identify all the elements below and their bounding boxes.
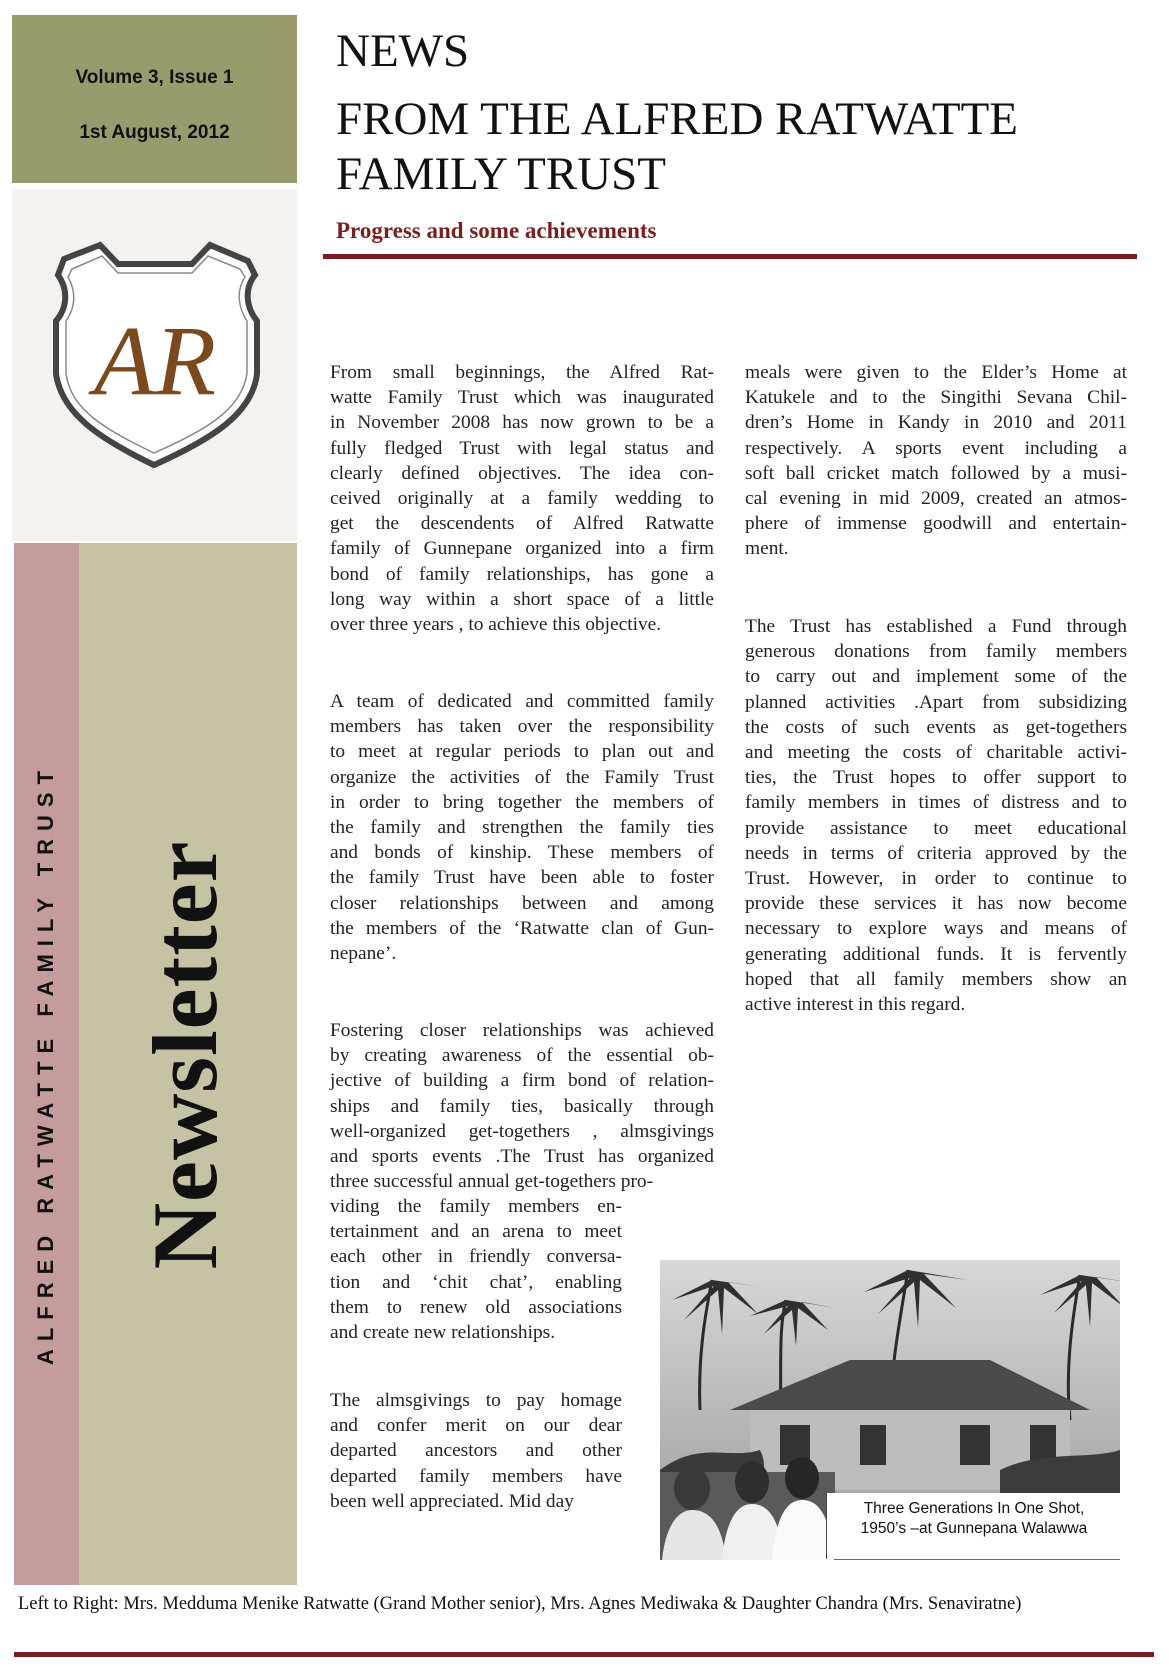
text-line: ceived originally at a family wedding to	[330, 488, 714, 510]
text-line: and confer merit on our dear	[330, 1415, 622, 1437]
text-line: and meeting the costs of charitable activi-	[745, 742, 1127, 764]
crest-shield-icon	[12, 189, 297, 541]
text-line: ties, the Trust hopes to offer support to	[745, 767, 1127, 789]
paragraph-1	[330, 360, 714, 637]
text-line: fully fledged Trust with legal status and	[330, 437, 714, 459]
paragraph-2	[330, 689, 714, 966]
text-line: needs in terms of criteria approved by the	[745, 842, 1127, 864]
text-line: family of Gunnepane organized into a firm	[330, 538, 714, 560]
text-line: respectively. A sports event including a	[745, 437, 1127, 459]
text-line: watte Family Trust which was inaugurated	[330, 387, 714, 409]
trust-name-vertical: ALFRED RATWATTE FAMILY TRUST	[33, 762, 58, 1366]
text-line: phere of immense goodwill and entertain-	[745, 513, 1127, 535]
text-line: dren’s Home in Kandy in 2010 and 2011	[745, 412, 1127, 434]
text-line: the costs of such events as get-togethers	[745, 716, 1127, 738]
text-line: Fostering closer relationships was achieved	[330, 1020, 714, 1041]
text-line: clearly defined objectives. The idea con-	[330, 462, 714, 484]
header-rule	[323, 254, 1137, 259]
photo-caption-line2: 1950’s –at Gunnepana Walawwa	[860, 1520, 1088, 1537]
paragraph-3-cont	[330, 1194, 622, 1345]
headline-line2: FROM THE ALFRED RATWATTE	[336, 93, 1018, 145]
text-line: get the descendents of Alfred Ratwatte	[330, 513, 714, 535]
text-line: departed family members have	[330, 1465, 622, 1487]
text-line: tion and ‘chit chat’, enabling	[330, 1271, 622, 1293]
text-line: necessary to explore ways and means of	[745, 918, 1127, 940]
volume-issue: Volume 3, Issue 1	[75, 67, 234, 88]
text-line: by creating awareness of the essential ob-	[330, 1045, 714, 1067]
text-line: three successful annual get-togethers pro-	[330, 1171, 654, 1193]
text-line: closer relationships between and among	[330, 892, 714, 914]
headline-line3: FAMILY TRUST	[336, 148, 666, 200]
text-line: provide assistance to meet educational	[745, 817, 1127, 839]
text-line: the members of the ‘Ratwatte clan of Gun-	[330, 917, 714, 939]
text-line: soft ball cricket match followed by a musi-	[745, 462, 1127, 484]
text-line: ment.	[745, 538, 789, 560]
paragraph-5	[745, 360, 1127, 562]
text-line: generous donations from family members	[745, 641, 1127, 663]
text-line: them to renew old associations	[330, 1296, 622, 1318]
text-line: jective of building a firm bond of relation-	[330, 1070, 714, 1092]
text-line: and create new relationships.	[330, 1322, 556, 1344]
text-line: been well appreciated. Mid day	[330, 1490, 574, 1512]
text-line: and bonds of kinship. These members of	[330, 842, 714, 864]
text-line: in November 2008 has now grown to be a	[330, 412, 714, 434]
photo-people-caption: Left to Right: Mrs. Medduma Menike Ratwatte (Grand Mother senior), Mrs. Agnes Mediwaka & Daughter Chandra (Mrs. Senaviratne)	[18, 1594, 1022, 1614]
headline-news: NEWS	[336, 25, 470, 77]
text-line: Katukele and to the Singithi Sevana Chil-	[745, 387, 1127, 409]
text-line: in order to bring together the members of	[330, 791, 714, 813]
text-line: each other in friendly conversa-	[330, 1246, 622, 1268]
text-line: long way within a short space of a little	[330, 588, 714, 610]
text-line: hoped that all family members show an	[745, 968, 1127, 990]
newsletter-title-vertical: Newsletter	[134, 840, 236, 1270]
text-line: viding the family members en-	[330, 1196, 622, 1217]
text-line: to meet at regular periods to plan out and	[330, 741, 714, 763]
text-line: nepane’.	[330, 943, 397, 965]
text-line: generating additional funds. It is fervently	[745, 943, 1127, 965]
text-line: the family and strengthen the family ties	[330, 817, 714, 839]
paragraph-3	[330, 1018, 714, 1194]
text-line: Trust. However, in order to continue to	[745, 868, 1127, 890]
crest-monogram: AR	[93, 305, 217, 416]
text-line: bond of family relationships, has gone a	[330, 563, 714, 585]
text-line: family members in times of distress and to	[745, 792, 1127, 814]
text-line: departed ancestors and other	[330, 1440, 622, 1462]
text-line: A team of dedicated and committed family	[330, 691, 714, 712]
paragraph-4	[330, 1388, 622, 1514]
footer-rule	[14, 1652, 1154, 1657]
volume-box	[12, 15, 297, 183]
text-line: and sports events .The Trust has organized	[330, 1146, 714, 1168]
issue-date: 1st August, 2012	[79, 122, 230, 143]
text-line: The Trust has established a Fund through	[745, 616, 1127, 637]
text-line: cal evening in mid 2009, created an atmos-	[745, 488, 1127, 510]
photo-caption-line1: Three Generations In One Shot,	[863, 1500, 1085, 1517]
text-line: the family Trust have been able to foster	[330, 867, 714, 889]
subtitle: Progress and some achievements	[336, 218, 657, 243]
text-line: ships and family ties, basically through	[330, 1095, 714, 1117]
text-line: active interest in this regard.	[745, 994, 966, 1016]
text-line: meals were given to the Elder’s Home at	[745, 362, 1127, 383]
text-line: well-organized get-togethers , almsgivings	[330, 1120, 714, 1142]
photo-caption	[826, 1493, 1121, 1559]
text-line: provide these services it has now become	[745, 893, 1127, 915]
crest-panel	[12, 189, 297, 541]
text-line: tertainment and an arena to meet	[330, 1221, 622, 1243]
text-line: The almsgivings to pay homage	[330, 1390, 622, 1411]
text-line: planned activities .Apart from subsidizing	[745, 691, 1127, 713]
text-line: organize the activities of the Family Trust	[330, 766, 714, 788]
text-line: members has taken over the responsibility	[330, 716, 714, 738]
text-line: over three years , to achieve this objective.	[330, 614, 662, 636]
text-line: to carry out and implement some of the	[745, 666, 1127, 688]
paragraph-6	[745, 614, 1127, 1017]
text-line: From small beginnings, the Alfred Rat-	[330, 362, 714, 383]
